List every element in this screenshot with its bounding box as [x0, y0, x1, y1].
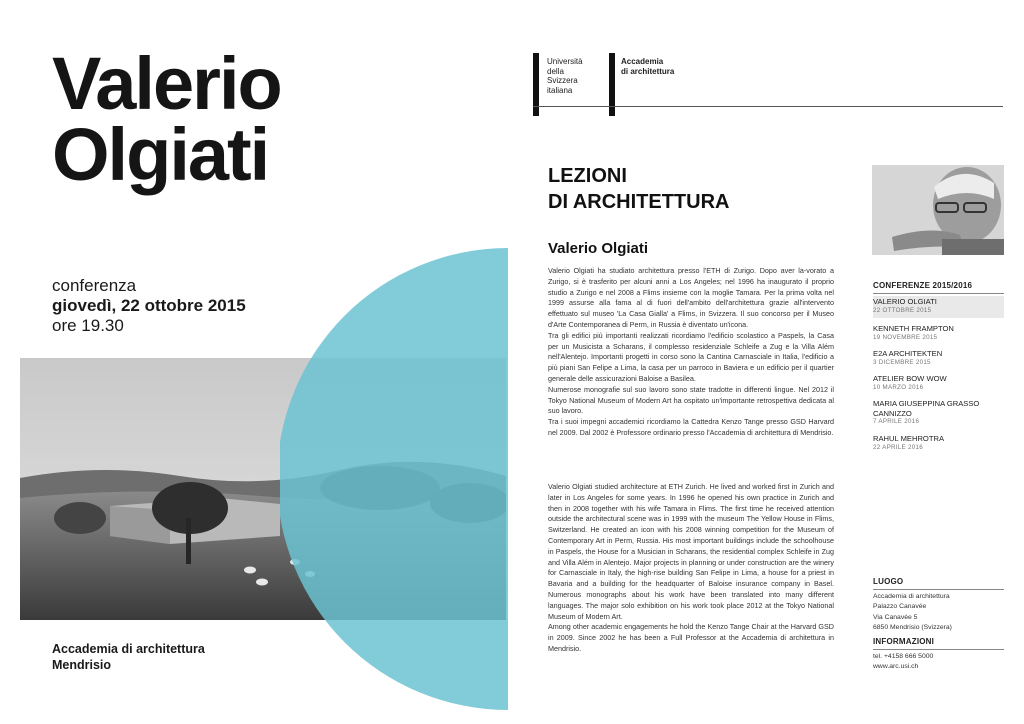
usi-logo-text: [547, 57, 583, 95]
lecture-date: 3 DICEMBRE 2015: [873, 358, 931, 366]
lecture-name: ATELIER BOW WOW: [873, 374, 947, 383]
phone-number: tel. +4158 666 5000: [873, 653, 934, 660]
bio-paragraph: Tra i suoi impegni accademici ricordiamo la Cattedra Kenzo Tange presso GSD Harvard nel 2009. Dal 2002 è Professore ordinario presso l'Accademia di architettura di Mendrisio.: [548, 417, 834, 437]
lecture-item[interactable]: [873, 399, 1004, 426]
lecture-date: 19 NOVEMBRE 2015: [873, 333, 938, 341]
address-line: Accademia di architettura: [873, 593, 950, 600]
bio-paragraph: Numerose monografie sul suo lavoro sono state tradotte in differenti lingue. Nel 2012 il Tokyo National Museum of Modern Art ha ospitato un'importante retrospettiva dedicata al suo lavoro.: [548, 384, 834, 416]
usi-line: della: [547, 66, 564, 76]
event-time: ore 19.30: [52, 316, 124, 335]
usi-line: Università: [547, 57, 583, 66]
lecture-name: MARIA GIUSEPPINA GRASSO CANNIZZO: [873, 399, 980, 418]
address-line: Palazzo Canavée: [873, 603, 927, 611]
lecture-date: 7 APRILE 2016: [873, 418, 920, 425]
academy-line: di architettura: [621, 66, 675, 76]
website-link[interactable]: www.arc.usi.ch: [873, 663, 919, 671]
address-block: [873, 592, 952, 634]
lecture-name: KENNETH FRAMPTON: [873, 324, 954, 333]
venue-city: Mendrisio: [52, 658, 112, 672]
lecture-item[interactable]: [873, 324, 1004, 342]
event-date: giovedì, 22 ottobre 2015: [52, 296, 246, 315]
speaker-title-last-name: Olgiati: [52, 113, 269, 196]
speaker-title-first-name: Valerio: [52, 42, 281, 125]
bio-paragraph: Among other academic engagements he hold the Kenzo Tange Chair at the Harvard GSD in 2009. Since 2002 he has been a Full Professor at the Accademia di architettura in Mendrisio.: [548, 622, 834, 653]
lecture-item[interactable]: [873, 349, 1004, 367]
lecture-name: E2A ARCHITEKTEN: [873, 349, 943, 358]
location-heading: LUOGO: [873, 577, 904, 586]
speaker-portrait: [872, 165, 1004, 255]
address-line: 6850 Mendrisio (Svizzera): [873, 624, 952, 632]
lecture-item-current[interactable]: [873, 296, 1004, 318]
usi-line: Svizzera: [547, 76, 578, 85]
series-title-line1: LEZIONI: [548, 165, 627, 187]
bio-italian: [548, 266, 834, 439]
info-block: [873, 652, 933, 673]
location-divider: [873, 589, 1004, 590]
venue-name: Accademia di architettura: [52, 642, 205, 656]
bio-paragraph: Valerio Olgiati studied architecture at ETH Zurich. He lived and worked first in Zurich and later in Los Angeles for some years. In 1996 he opened his own practice in Zurich and then in 2008 together with his wife Tamara in Flims. The first time he received attention outside the architectural scene was in 1999 with the museum The Yellow House in Flims, Switzerland. He created an icon with his 2008 winning competition for the Museum of Contemporary Art in Perm, Russia. His most important buildings include the schoolhouse in Paspels, the House for a Musician in Scharans, the residential complex Schleife in Zug and Villa Além in Alentejo. Major projects in planning or under construction are the winery for Carnasciale in Italy, the high-rise building San Felipe in Lima, a house for a priest in Bavaria and a building for the headquarter of Baloise insurance company in Basel. Numerous monographs about his work have been translated into many different languages. The major solo exhibition on his work took place 2012 at the Tokyo National Museum of Modern Art.: [548, 482, 834, 621]
lecture-date: 22 APRILE 2016: [873, 443, 923, 451]
lecture-date: 10 MARZO 2016: [873, 383, 924, 391]
conferences-heading: CONFERENZE 2015/2016: [873, 281, 973, 290]
address-line: Via Canavée 5: [873, 613, 918, 621]
speaker-name: Valerio Olgiati: [548, 240, 649, 257]
accent-half-circle: [280, 248, 508, 710]
lecture-name: RAHUL MEHROTRA: [873, 434, 945, 443]
event-type: conferenza: [52, 276, 137, 295]
academy-line: Accademia: [621, 57, 664, 66]
bio-english: [548, 482, 834, 655]
usi-line: italiana: [547, 85, 573, 95]
series-title-line2: DI ARCHITETTURA: [548, 191, 730, 213]
lecture-item[interactable]: [873, 434, 1004, 452]
info-heading: INFORMAZIONI: [873, 637, 935, 646]
academy-logo-text: [621, 57, 674, 76]
bio-paragraph: Tra gli edifici più importanti realizzati ricordiamo l'edificio scolastico a Paspels, la Casa per un Musicista a Scharans, il complesso residenziale Schleife a Zug e la Villa Além nell'Alentejo. Importanti progetti in corso sono la Cantina Carnasciale in Italia, l'edificio a più piani San Felipe a Lima, la casa per un parroco in Baviera e un edificio per il quartier generale delle assicurazioni Baloise a Basilea.: [548, 330, 834, 383]
lecture-name: VALERIO OLGIATI: [873, 297, 937, 306]
lecture-item[interactable]: [873, 374, 1004, 392]
bio-paragraph: Valerio Olgiati ha studiato architettura presso l'ETH di Zurigo. Dopo aver la-vorato a Zurigo, si è trasferito per alcuni anni a Los Angeles; nel 1996 ha inaugurato il proprio studio a Zurigo e nel 2008 a Flims insieme con la moglie Tamara. Per la prima volta nel 1999 assurse alla fama al di fuori dell'ambito dell'architettura grazie all'intervento effettuato sul museo 'La Casa Gialla' a Flims, in Svizzera. Il suo concorso per il Museo d'Arte Contemporanea di Perm, in Russia è diventato un'icona.: [548, 266, 834, 329]
lecture-date: 22 OTTOBRE 2015: [873, 306, 932, 314]
header-divider: [533, 106, 1003, 107]
conferences-divider: [873, 293, 1004, 294]
info-divider: [873, 649, 1004, 650]
